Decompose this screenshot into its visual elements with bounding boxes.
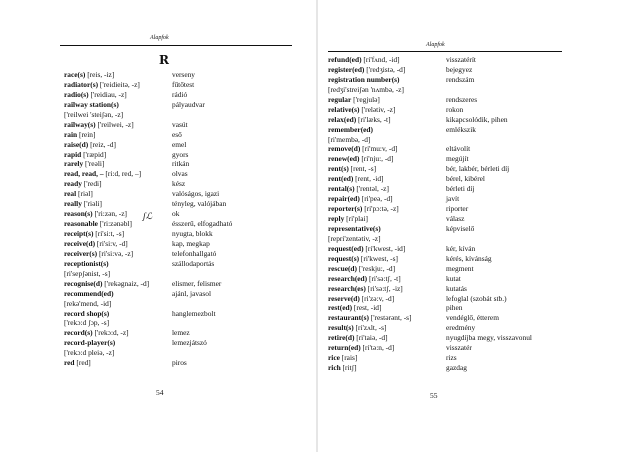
left-page-number: 54 <box>156 388 164 397</box>
entry-headword-line <box>64 199 102 209</box>
entry-translation: rendszám <box>446 74 475 84</box>
entry-translation: nyugta, blokk <box>172 229 213 238</box>
dictionary-entry <box>328 55 628 65</box>
entry-headword-line <box>64 299 111 309</box>
entry-pronunciation: ['redʒistə, -d] <box>364 64 406 74</box>
entry-translation: vasút <box>172 119 188 129</box>
entry-headword-line <box>328 313 412 323</box>
entry-headword-line <box>328 353 357 363</box>
entry-headword-line <box>328 125 373 135</box>
entry-translation: emlékszik <box>446 124 476 134</box>
entry-headword-line <box>328 184 389 194</box>
entry-headword-line <box>328 75 400 85</box>
dictionary-entry <box>328 105 628 115</box>
entry-translation: szállodaportás <box>172 258 215 268</box>
dictionary-entry <box>64 309 304 319</box>
entry-translation: kész <box>172 179 186 189</box>
dictionary-entry <box>64 249 304 259</box>
entry-headword-line <box>328 234 381 244</box>
entry-pronunciation: [ri'zʌlt, -s] <box>353 323 387 333</box>
entry-headword-line <box>328 294 394 304</box>
entry-pronunciation: ['rekɔ:d ʃɔp, -s] <box>64 318 110 328</box>
entry-translation: ajánl, javasol <box>172 288 211 298</box>
dictionary-entry <box>328 274 628 284</box>
entry-translation: kutat <box>446 273 461 283</box>
entry-translation: ok <box>172 209 180 219</box>
entry-translation: pihen <box>446 303 463 313</box>
entry-headword-line <box>328 135 370 145</box>
dictionary-entry <box>64 169 304 179</box>
entry-headword-line <box>64 348 114 358</box>
entry-headword-line <box>328 214 368 224</box>
entry-headword-line <box>328 55 400 65</box>
dictionary-entry <box>328 135 628 145</box>
entry-pronunciation: [reiz, -d] <box>88 139 116 149</box>
dictionary-entry <box>328 234 628 244</box>
entry-headword: real <box>64 189 77 199</box>
entry-pronunciation: [ri'fʌnd, -id] <box>361 55 400 64</box>
entry-headword: really <box>64 199 82 209</box>
entry-pronunciation: [repri'zentətiv, -z] <box>328 233 381 243</box>
dictionary-entry <box>64 348 304 358</box>
entry-headword-line <box>64 338 115 348</box>
dictionary-entry <box>328 353 628 363</box>
entry-headword-line <box>328 164 376 174</box>
entry-headword-line <box>328 154 393 164</box>
entry-translation: visszatérít <box>446 55 476 64</box>
dictionary-entry <box>64 229 304 239</box>
entry-headword: rest(ed) <box>328 303 353 313</box>
entry-translation: kutatás <box>446 283 467 293</box>
entry-pronunciation: [rest, -id] <box>352 303 382 313</box>
dictionary-entry <box>328 174 628 184</box>
entry-translation: verseny <box>172 70 195 79</box>
entry-pronunciation: ['reidieitə, -z] <box>98 79 140 89</box>
entry-headword: railway(s) <box>64 119 96 129</box>
entry-pronunciation: [ri'peə, -d] <box>359 194 393 204</box>
entry-pronunciation: ['rekəgnaiz, -d] <box>102 278 150 288</box>
dictionary-entry <box>328 303 628 313</box>
entry-translation: nyugdíjba megy, visszavonul <box>446 333 532 343</box>
entry-headword-line <box>64 130 95 140</box>
entry-headword: research(ed) <box>328 273 368 283</box>
entry-headword: race(s) <box>64 70 86 79</box>
entry-headword: read, read, – <box>64 169 104 179</box>
dictionary-entry <box>328 284 628 294</box>
entry-headword: reserve(d) <box>328 293 360 303</box>
entry-headword-line <box>64 179 102 189</box>
right-header-rule <box>328 51 562 52</box>
entry-headword: ready <box>64 179 82 189</box>
entry-translation: valóságos, igazi <box>172 189 220 199</box>
left-page <box>0 0 318 452</box>
entry-pronunciation: [ri'si:və, -z] <box>97 248 134 258</box>
entry-headword-line <box>328 244 405 254</box>
entry-pronunciation: [ri'taiə, -d] <box>354 333 388 343</box>
entry-translation: olvas <box>172 169 188 179</box>
entry-headword-line <box>64 279 149 289</box>
dictionary-entry <box>64 189 304 199</box>
entry-pronunciation: [rekə'mend, -id] <box>64 298 112 308</box>
left-running-header: Alapfok <box>150 35 169 41</box>
entry-pronunciation: [riəl] <box>76 189 93 199</box>
dictionary-entry <box>328 144 628 154</box>
entry-pronunciation: [rein] <box>77 129 96 139</box>
entry-headword-line <box>64 70 114 80</box>
dictionary-entry <box>64 110 304 120</box>
entry-headword-line <box>64 318 109 328</box>
entry-headword: result(s) <box>328 323 354 333</box>
dictionary-entry <box>64 140 304 150</box>
entry-translation: megment <box>446 263 474 273</box>
entry-translation: emel <box>172 139 187 149</box>
entry-pronunciation: ['rentəl, -z] <box>354 184 389 194</box>
entry-pronunciation: [rent, -id] <box>353 174 384 184</box>
entry-pronunciation: [ri'plai] <box>344 214 368 223</box>
dictionary-entry <box>64 150 304 160</box>
dictionary-entry <box>64 159 304 169</box>
entry-pronunciation: [ri'kwest, -id] <box>363 243 406 253</box>
dictionary-entry <box>64 209 304 219</box>
entry-translation: rizs <box>446 353 457 363</box>
dictionary-entry <box>64 338 304 348</box>
dictionary-entry <box>328 204 628 214</box>
dictionary-entry <box>328 294 628 304</box>
entry-translation: gazdag <box>446 363 467 373</box>
entry-headword: record shop(s) <box>64 308 110 318</box>
dictionary-entry <box>328 115 628 125</box>
entry-translation: megújít <box>446 154 469 164</box>
dictionary-entry <box>64 80 304 90</box>
entry-headword-line <box>328 264 395 274</box>
entry-pronunciation: ['rekɔ:d pleiə, -z] <box>64 348 115 358</box>
entry-pronunciation: ['regjulə] <box>351 94 380 104</box>
entry-translation: kérés, kívánság <box>446 253 492 263</box>
entry-headword-line <box>64 159 104 169</box>
entry-headword-line <box>64 328 129 338</box>
entry-headword: request(s) <box>328 253 360 263</box>
entry-translation: bérleti díj <box>446 184 475 194</box>
entry-pronunciation: [ri'mu:v, -d] <box>360 144 398 154</box>
entry-headword: restaurant(s) <box>328 313 369 323</box>
entry-headword-line <box>64 249 133 259</box>
entry-headword-line <box>328 105 395 115</box>
entry-translation: képviselő <box>446 223 475 233</box>
dictionary-entry <box>328 154 628 164</box>
entry-pronunciation: [ritʃ] <box>340 363 357 373</box>
entry-translation: gyors <box>172 149 189 159</box>
entry-translation: eltávolít <box>446 144 471 154</box>
dictionary-entry <box>328 65 628 75</box>
entry-translation: bejegyez <box>446 64 473 74</box>
entry-headword: registration number(s) <box>328 74 400 84</box>
entry-headword: receptionist(s) <box>64 258 109 268</box>
entry-headword-line <box>64 259 109 269</box>
entry-pronunciation: [red] <box>74 358 91 368</box>
dictionary-entry <box>64 130 304 140</box>
entry-headword-line <box>328 224 381 234</box>
dictionary-entry <box>328 343 628 353</box>
entry-translation: vendéglő, étterem <box>446 313 499 323</box>
dictionary-entry <box>64 259 304 269</box>
dictionary-entry <box>64 328 304 338</box>
dictionary-entry <box>328 323 628 333</box>
entry-headword: regular <box>328 94 352 104</box>
entry-headword-line <box>328 303 381 313</box>
dictionary-entry <box>328 224 628 234</box>
entry-headword-line <box>64 120 134 130</box>
entry-headword: record-player(s) <box>64 338 116 348</box>
entry-translation: lemezjátszó <box>172 338 207 348</box>
entry-headword: rent(s) <box>328 164 349 174</box>
dictionary-entry <box>328 194 628 204</box>
dictionary-entry <box>64 279 304 289</box>
entry-headword-line <box>64 189 93 199</box>
entry-headword-line <box>64 150 106 160</box>
dictionary-entry <box>328 264 628 274</box>
entry-headword: recognise(d) <box>64 278 103 288</box>
entry-headword-line <box>64 140 116 150</box>
entry-headword-line <box>328 323 386 333</box>
dictionary-entry <box>328 164 628 174</box>
entry-headword-line <box>328 343 394 353</box>
entry-headword: rent(ed) <box>328 174 354 184</box>
entry-translation: lemez <box>172 328 190 338</box>
entry-pronunciation: ['ri:zənəbl] <box>97 219 132 229</box>
entry-headword-line <box>64 110 123 120</box>
entry-translation: piros <box>172 358 187 368</box>
entry-headword-line <box>64 289 114 299</box>
entry-headword-line <box>328 254 398 264</box>
entry-headword: receiver(s) <box>64 248 98 258</box>
entry-headword-line <box>64 80 140 90</box>
section-letter: R <box>159 53 169 67</box>
dictionary-entry <box>64 90 304 100</box>
right-running-header: Alapfok <box>426 42 445 48</box>
entry-translation: kikapcsolódik, pihen <box>446 114 508 124</box>
entry-headword: research(es) <box>328 283 366 293</box>
entry-headword-line <box>328 194 393 204</box>
entry-pronunciation: [ri'membə, -d] <box>328 134 371 144</box>
dictionary-entry <box>64 70 304 80</box>
entry-translation: visszatér <box>446 343 472 353</box>
entry-headword-line <box>64 219 132 229</box>
right-entry-list <box>328 55 628 373</box>
entry-translation: kér, kíván <box>446 243 476 253</box>
entry-headword: rescue(d) <box>328 263 358 273</box>
entry-pronunciation: [ri'nju:, -d] <box>359 154 394 164</box>
left-header-rule <box>60 45 292 46</box>
entry-pronunciation: [ri'si:t, -s] <box>93 229 125 238</box>
entry-headword: record(s) <box>64 328 93 338</box>
entry-headword: refund(ed) <box>328 55 362 64</box>
entry-headword: receipt(s) <box>64 229 94 238</box>
dictionary-entry <box>328 75 628 85</box>
entry-headword: reply <box>328 214 345 223</box>
entry-headword: request(ed) <box>328 243 364 253</box>
entry-headword-line <box>328 284 403 294</box>
dictionary-entry <box>328 313 628 323</box>
entry-headword-line <box>64 309 109 319</box>
entry-translation: elismer, felismer <box>172 278 222 288</box>
entry-headword: rental(s) <box>328 184 355 194</box>
entry-headword: repair(ed) <box>328 194 360 204</box>
entry-translation: bér, lakbér, bérleti díj <box>446 164 510 174</box>
dictionary-entry <box>64 199 304 209</box>
entry-pronunciation: [redʒi'streiʃən 'nʌmbə, -z] <box>328 84 404 94</box>
entry-headword: reasonable <box>64 219 98 229</box>
entry-translation: eső <box>172 129 182 139</box>
entry-translation: ritkán <box>172 159 190 169</box>
right-page <box>318 0 638 452</box>
dictionary-entry <box>328 85 628 95</box>
entry-pronunciation: ['reilwei 'steiʃən, -z] <box>64 109 124 119</box>
entry-pronunciation: ['ri:zən, -z] <box>92 209 127 219</box>
entry-headword-line <box>328 174 383 184</box>
entry-pronunciation: ['restərənt, -s] <box>368 313 412 323</box>
entry-pronunciation: ['reəli] <box>83 159 105 169</box>
left-entry-list <box>64 70 304 368</box>
entry-headword: reason(s) <box>64 209 93 219</box>
entry-translation: válasz <box>446 214 465 223</box>
entry-translation: tényleg, valójában <box>172 199 227 209</box>
dictionary-entry <box>64 318 304 328</box>
entry-translation: fűtőtest <box>172 79 195 89</box>
entry-headword-line <box>64 358 91 368</box>
entry-headword: rapid <box>64 149 82 159</box>
entry-pronunciation: [ri'tə:n, -d] <box>360 343 395 353</box>
entry-headword: relax(ed) <box>328 114 357 124</box>
entry-pronunciation: [ri'sepʃənist, -s] <box>64 268 111 278</box>
entry-pronunciation: ['reskju:, -d] <box>357 263 396 273</box>
entry-headword-line <box>64 229 124 239</box>
entry-headword-line <box>328 363 357 373</box>
entry-headword-line <box>64 269 110 279</box>
entry-headword: remember(ed) <box>328 124 374 134</box>
entry-headword: renew(ed) <box>328 154 360 164</box>
dictionary-entry <box>64 269 304 279</box>
entry-headword-line <box>64 100 119 110</box>
dictionary-entry <box>328 254 628 264</box>
entry-headword: radiator(s) <box>64 79 99 89</box>
entry-pronunciation: ['ræpid] <box>81 149 107 159</box>
entry-translation: kap, megkap <box>172 238 210 248</box>
dictionary-entry <box>64 219 304 229</box>
entry-pronunciation: [ri'pɔ:tə, -z] <box>362 204 399 214</box>
dictionary-entry <box>64 289 304 299</box>
entry-headword-line <box>64 90 127 100</box>
entry-headword: relative(s) <box>328 104 360 114</box>
entry-translation: telefonhallgató <box>172 248 217 258</box>
entry-headword: retire(d) <box>328 333 355 343</box>
entry-headword: receive(d) <box>64 238 96 248</box>
entry-headword: remove(d) <box>328 144 361 154</box>
handwritten-mark: ʃℒ <box>143 211 153 221</box>
entry-headword-line <box>328 95 380 105</box>
entry-headword-line <box>64 209 127 219</box>
entry-translation: pályaudvar <box>172 99 205 109</box>
entry-headword-line <box>328 333 388 343</box>
dictionary-entry <box>64 239 304 249</box>
entry-headword-line <box>328 204 399 214</box>
dictionary-entry <box>328 214 628 224</box>
dictionary-entry <box>328 184 628 194</box>
dictionary-entry <box>64 358 304 368</box>
entry-headword-line <box>328 144 397 154</box>
entry-headword: rarely <box>64 159 84 169</box>
entry-pronunciation: ['rekɔ:d, -z] <box>92 328 129 338</box>
entry-headword: rice <box>328 353 340 363</box>
entry-headword-line <box>328 85 404 95</box>
entry-headword: register(ed) <box>328 64 365 74</box>
entry-pronunciation: [rais] <box>339 353 358 363</box>
entry-translation: eredmény <box>446 323 476 333</box>
entry-headword-line <box>64 239 128 249</box>
dictionary-entry <box>64 100 304 110</box>
entry-headword: reporter(s) <box>328 204 363 214</box>
entry-headword: return(ed) <box>328 343 361 353</box>
entry-pronunciation: ['relətiv, -z] <box>359 104 396 114</box>
entry-headword-line <box>328 65 405 75</box>
dictionary-entry <box>328 244 628 254</box>
entry-translation: bérel, kibérel <box>446 174 485 184</box>
entry-pronunciation: [rent, -s] <box>348 164 377 174</box>
right-page-number: 55 <box>430 391 438 400</box>
entry-translation: rendszeres <box>446 94 478 104</box>
entry-pronunciation: [ri'si:v, -d] <box>95 238 128 248</box>
entry-pronunciation: [ri'kwest, -s] <box>359 253 398 263</box>
entry-pronunciation: ['redi] <box>81 179 102 189</box>
entry-translation: rádió <box>172 89 188 99</box>
dictionary-entry <box>64 179 304 189</box>
entry-pronunciation: [ri:d, red, –] <box>103 169 142 179</box>
entry-translation: javít <box>446 194 460 204</box>
entry-translation: ésszerű, elfogadható <box>172 219 233 229</box>
entry-headword: raise(d) <box>64 139 89 149</box>
entry-pronunciation: ['reilwei, -z] <box>95 119 134 129</box>
entry-translation: hanglemezbolt <box>172 308 216 318</box>
entry-translation: lefoglal (szobát stb.) <box>446 293 507 303</box>
dictionary-entry <box>328 363 628 373</box>
dictionary-entry <box>64 120 304 130</box>
entry-headword: representative(s) <box>328 223 381 233</box>
dictionary-entry <box>328 125 628 135</box>
entry-pronunciation: [ri'sə:tʃ, -t] <box>367 273 401 283</box>
entry-headword-line <box>64 169 141 179</box>
entry-headword: railway station(s) <box>64 99 119 109</box>
entry-pronunciation: [ri'zə:v, -d] <box>359 293 395 303</box>
dictionary-entry <box>328 333 628 343</box>
entry-pronunciation: ['reidiau, -z] <box>88 89 127 99</box>
entry-headword-line <box>328 274 401 284</box>
entry-pronunciation: [ri'læks, -t] <box>356 114 391 124</box>
entry-pronunciation: [reis, -iz] <box>85 70 115 79</box>
entry-headword: red <box>64 358 75 368</box>
entry-headword: rich <box>328 363 341 373</box>
entry-pronunciation: [ri'sə:tʃ, -iz] <box>365 283 403 293</box>
entry-headword: recommend(ed) <box>64 288 114 298</box>
dictionary-entry <box>64 299 304 309</box>
dictionary-entry <box>328 95 628 105</box>
entry-translation: rokon <box>446 104 464 114</box>
entry-pronunciation: ['riəli] <box>81 199 102 209</box>
entry-headword-line <box>328 115 391 125</box>
entry-headword: radio(s) <box>64 89 89 99</box>
entry-translation: riporter <box>446 204 469 214</box>
entry-headword: rain <box>64 129 78 139</box>
